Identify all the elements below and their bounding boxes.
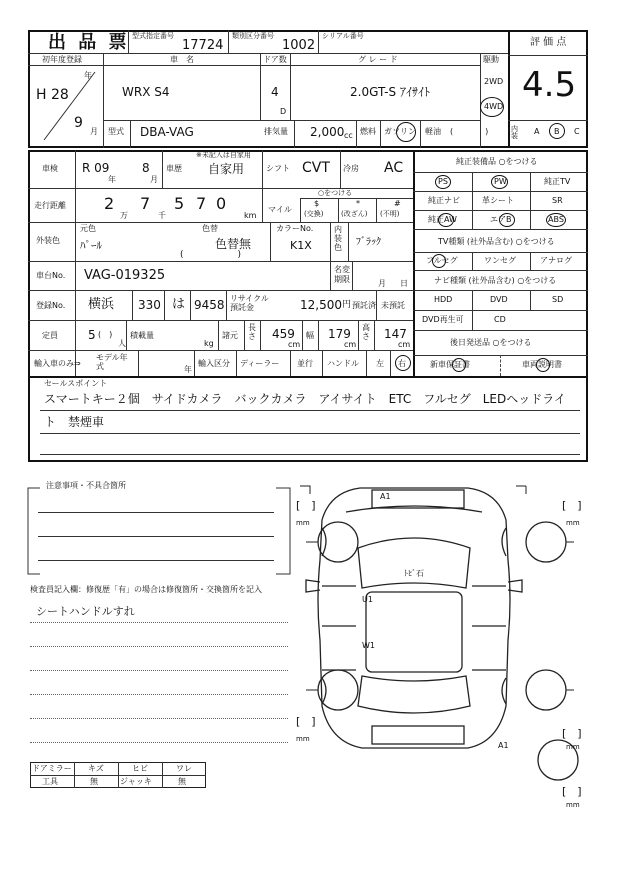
exterior-repaint-value: 色替無 xyxy=(215,237,252,251)
recycle-unit: 円 xyxy=(342,300,352,310)
transfer-day-unit: 日 xyxy=(400,279,408,288)
equip-aw: 純正AW xyxy=(428,215,457,224)
aircon-value: AC xyxy=(384,160,404,176)
score-value: 4.5 xyxy=(522,65,577,105)
check-value-1: 無 xyxy=(90,777,98,786)
mileage-d3: 5 xyxy=(174,194,185,213)
inspection-label: 車検 xyxy=(42,164,58,173)
unknown-symbol: # xyxy=(394,199,401,208)
fuel-gasoline: ガソリン xyxy=(384,127,416,136)
check-header-1: キズ xyxy=(88,764,104,773)
height-value: 147 xyxy=(384,327,407,341)
category-value: 1002 xyxy=(282,38,316,53)
model-type-value: DBA-VAG xyxy=(140,125,194,139)
bracket-tr: [ ] xyxy=(562,499,582,512)
model-cert-label: 型式指定番号 xyxy=(132,32,174,40)
first-reg-year-unit: 年 xyxy=(84,71,92,80)
recycle-value: 12,500 xyxy=(300,298,342,312)
navi-dvd: DVD xyxy=(490,295,508,304)
navi-title: ナビ種類 (社外品含む) ○をつける xyxy=(434,276,557,285)
import-label: 輸入車のみ⇒ xyxy=(34,359,81,368)
dvd-playback-label: DVD再生可 xyxy=(422,315,464,324)
car-name-label: 車 名 xyxy=(170,55,194,64)
sales-line1: スマートキー２個 サイドカメラ バックカメラ アイサイト ETC フルセグ LEDヘッドライ xyxy=(44,392,566,406)
tv-analog: アナログ xyxy=(540,256,572,265)
later-warranty: 新車保証書 xyxy=(430,360,470,369)
interior-c: C xyxy=(574,127,580,136)
grade-label: グ レ ー ド xyxy=(358,55,398,64)
recycle-not-deposited: 未預託 xyxy=(381,301,405,310)
mm-tl: mm xyxy=(296,519,310,527)
check-value-0: 工具 xyxy=(42,777,58,786)
drive-2wd: 2WD xyxy=(484,77,504,86)
bracket-spare: [ ] xyxy=(562,785,582,798)
recycle-label: リサイクル預託金 xyxy=(230,294,269,312)
mark-left-lower: W1 xyxy=(362,641,375,650)
registration-kana: は xyxy=(172,297,186,312)
exterior-label: 外装色 xyxy=(36,236,60,245)
dimensions-label: 諸元 xyxy=(222,331,238,340)
check-value-2: ジャッキ xyxy=(120,777,152,786)
mark-glass: ﾄﾋﾞ石 xyxy=(404,569,424,578)
inspector-line1: シートハンドルすれ xyxy=(36,605,135,618)
width-label: 幅 xyxy=(306,331,314,340)
import-dealer: ディーラー xyxy=(240,359,280,368)
import-parallel: 並行 xyxy=(297,359,313,368)
model-type-label: 型式 xyxy=(108,127,124,136)
model-year-label: モデル年式 xyxy=(96,353,128,371)
notes-label: 注意事項・不具合箇所 xyxy=(46,481,126,490)
check-header-2: ヒビ xyxy=(132,764,148,773)
interior-label: 内装 xyxy=(511,125,518,140)
bracket-bl: [ ] xyxy=(296,715,316,728)
displacement-value: 2,000 xyxy=(310,125,345,139)
load-unit: kg xyxy=(204,339,214,348)
registration-place: 横浜 xyxy=(88,297,115,312)
capacity-paren: ( ) xyxy=(98,330,113,339)
mileage-unit: km xyxy=(244,211,257,220)
equip-airbag: エアB xyxy=(490,215,512,224)
displacement-unit: cc xyxy=(344,131,353,140)
length-value: 459 xyxy=(272,327,295,341)
tamper-symbol: * xyxy=(356,199,360,208)
tamper-label: (改ざん) xyxy=(341,210,368,218)
mileage-circle-note: ○をつける xyxy=(318,189,353,197)
mark-front: A1 xyxy=(380,492,391,501)
mileage-d2: 7 xyxy=(140,194,151,213)
equip-abs: ABS xyxy=(548,215,564,224)
equip-sr: SR xyxy=(552,196,563,205)
fuel-other: ( ) xyxy=(450,127,489,136)
interior-color-label: 内装色 xyxy=(334,225,342,252)
height-label: 高さ xyxy=(362,323,370,341)
inspection-year-unit: 年 xyxy=(108,175,116,184)
later-title: 後日発送品 ○をつける xyxy=(450,338,532,347)
mileage-d1: 2 xyxy=(104,194,115,213)
fuel-label: 燃料 xyxy=(360,127,376,136)
later-manual: 車両説明書 xyxy=(522,360,562,369)
bracket-tl: [ ] xyxy=(296,499,316,512)
first-reg-era: H 28 xyxy=(36,87,69,103)
registration-label: 登録No. xyxy=(36,301,66,310)
length-label: 長さ xyxy=(248,323,256,341)
doors-label: ドア数 xyxy=(263,55,287,64)
equip-pw: PW xyxy=(494,177,507,186)
mm-bl: mm xyxy=(296,735,310,743)
serial-label: シリアル番号 xyxy=(322,32,364,40)
mileage-sen: 千 xyxy=(158,211,166,220)
length-unit: cm xyxy=(288,340,301,349)
shift-label: シフト xyxy=(266,164,290,173)
handle-label: ハンドル xyxy=(327,359,359,368)
width-unit: cm xyxy=(344,340,357,349)
first-reg-month-unit: 月 xyxy=(90,127,98,136)
swap-label: (交換) xyxy=(304,210,324,218)
inspection-value: R 09 xyxy=(82,161,110,175)
equip-tv: 純正TV xyxy=(544,177,571,186)
exterior-repaint-label: 色替 xyxy=(202,224,218,233)
mileage-d5: 0 xyxy=(216,194,227,213)
color-no-value: K1X xyxy=(290,239,312,252)
transfer-month-unit: 月 xyxy=(378,279,386,288)
mm-br: mm xyxy=(566,743,580,751)
navi-hdd: HDD xyxy=(434,295,453,304)
mm-spare: mm xyxy=(566,801,580,809)
first-reg-label: 初年度登録 xyxy=(42,55,82,64)
registration-number: 9458 xyxy=(194,298,225,312)
chassis-label: 車台No. xyxy=(36,271,66,280)
first-reg-month: 9 xyxy=(74,115,83,131)
bracket-br: [ ] xyxy=(562,727,582,740)
interior-b: B xyxy=(554,127,560,136)
height-unit: cm xyxy=(398,340,411,349)
swap-symbol: $ xyxy=(314,199,320,208)
sales-label: セールスポイント xyxy=(44,379,108,388)
grade-points-label: 評 価 点 xyxy=(530,37,567,48)
capacity-label: 定員 xyxy=(42,331,58,340)
doors-suffix: D xyxy=(280,107,287,116)
transfer-label: 名変期限 xyxy=(334,265,350,284)
drive-4wd: 4WD xyxy=(484,102,504,111)
cd-label: CD xyxy=(494,315,506,324)
history-note: ※未記入は自家用 xyxy=(196,151,251,159)
displacement-label: 排気量 xyxy=(264,127,288,136)
import-category-label: 輸入区分 xyxy=(198,359,230,368)
mm-tr: mm xyxy=(566,519,580,527)
interior-color-value: ﾌﾞﾗｯｸ xyxy=(356,237,381,248)
grade-value: 2.0GT-S ｱｲｻｲﾄ xyxy=(350,85,430,99)
equip-leather: 革シート xyxy=(482,196,514,205)
exterior-orig-value: ﾊﾟｰﾙ xyxy=(80,239,102,252)
mileage-d4: 7 xyxy=(196,194,207,213)
mileage-label: 走行距離 xyxy=(34,201,66,210)
mark-left-upper: U1 xyxy=(362,595,373,604)
equipment-title: 純正装備品 ○をつける xyxy=(456,157,538,166)
color-no-label: カラーNo. xyxy=(276,224,314,233)
tv-title: TV種類 (社外品含む) ○をつける xyxy=(438,237,555,246)
history-label: 車歴 xyxy=(166,164,182,173)
doors-value: 4 xyxy=(271,85,279,99)
fuel-diesel: 軽油 xyxy=(425,127,441,136)
check-header-0: ドアミラー xyxy=(32,764,72,773)
exterior-repaint-paren: ( ) xyxy=(180,250,242,260)
tv-oneseg: ワンセグ xyxy=(484,256,516,265)
exterior-orig-label: 元色 xyxy=(80,224,96,233)
inspection-month: 8 xyxy=(142,161,150,175)
capacity-value: 5 xyxy=(88,328,96,342)
interior-a: A xyxy=(534,127,540,136)
check-value-3: 無 xyxy=(178,777,186,786)
check-header-3: ワレ xyxy=(176,764,192,773)
handle-left: 左 xyxy=(376,359,384,368)
capacity-unit: 人 xyxy=(118,339,126,348)
chassis-value: VAG-019325 xyxy=(84,268,166,283)
drive-label: 駆動 xyxy=(483,55,499,64)
category-label: 類別区分番号 xyxy=(232,32,274,40)
mile-label: マイル xyxy=(268,205,292,214)
form-title: 出 品 票 xyxy=(48,32,130,53)
inspection-month-unit: 月 xyxy=(150,175,158,184)
inspector-label: 検査員記入欄：修復歴「有」の場合は修復箇所・交換箇所を記入 xyxy=(30,585,262,594)
unknown-label: (不明) xyxy=(380,210,400,218)
mark-rear: A1 xyxy=(498,741,509,750)
equip-ps: PS xyxy=(438,177,448,186)
handle-right: 右 xyxy=(398,359,406,368)
history-value: 自家用 xyxy=(208,162,245,176)
width-value: 179 xyxy=(328,327,351,341)
tv-fullseg: フルセグ xyxy=(426,256,458,265)
sales-line2: ト 禁煙車 xyxy=(44,415,105,429)
navi-sd: SD xyxy=(552,295,564,304)
registration-class: 330 xyxy=(138,298,161,312)
mileage-man: 万 xyxy=(120,211,128,220)
car-name-value: WRX S4 xyxy=(122,85,170,99)
recycle-deposited: 預託済 xyxy=(352,301,376,310)
equip-navi: 純正ナビ xyxy=(428,196,460,205)
aircon-label: 冷房 xyxy=(343,164,359,173)
shift-value: CVT xyxy=(302,160,330,176)
model-cert-value: 17724 xyxy=(182,38,224,53)
model-year-unit: 年 xyxy=(184,365,192,374)
load-label: 積載量 xyxy=(130,331,154,340)
